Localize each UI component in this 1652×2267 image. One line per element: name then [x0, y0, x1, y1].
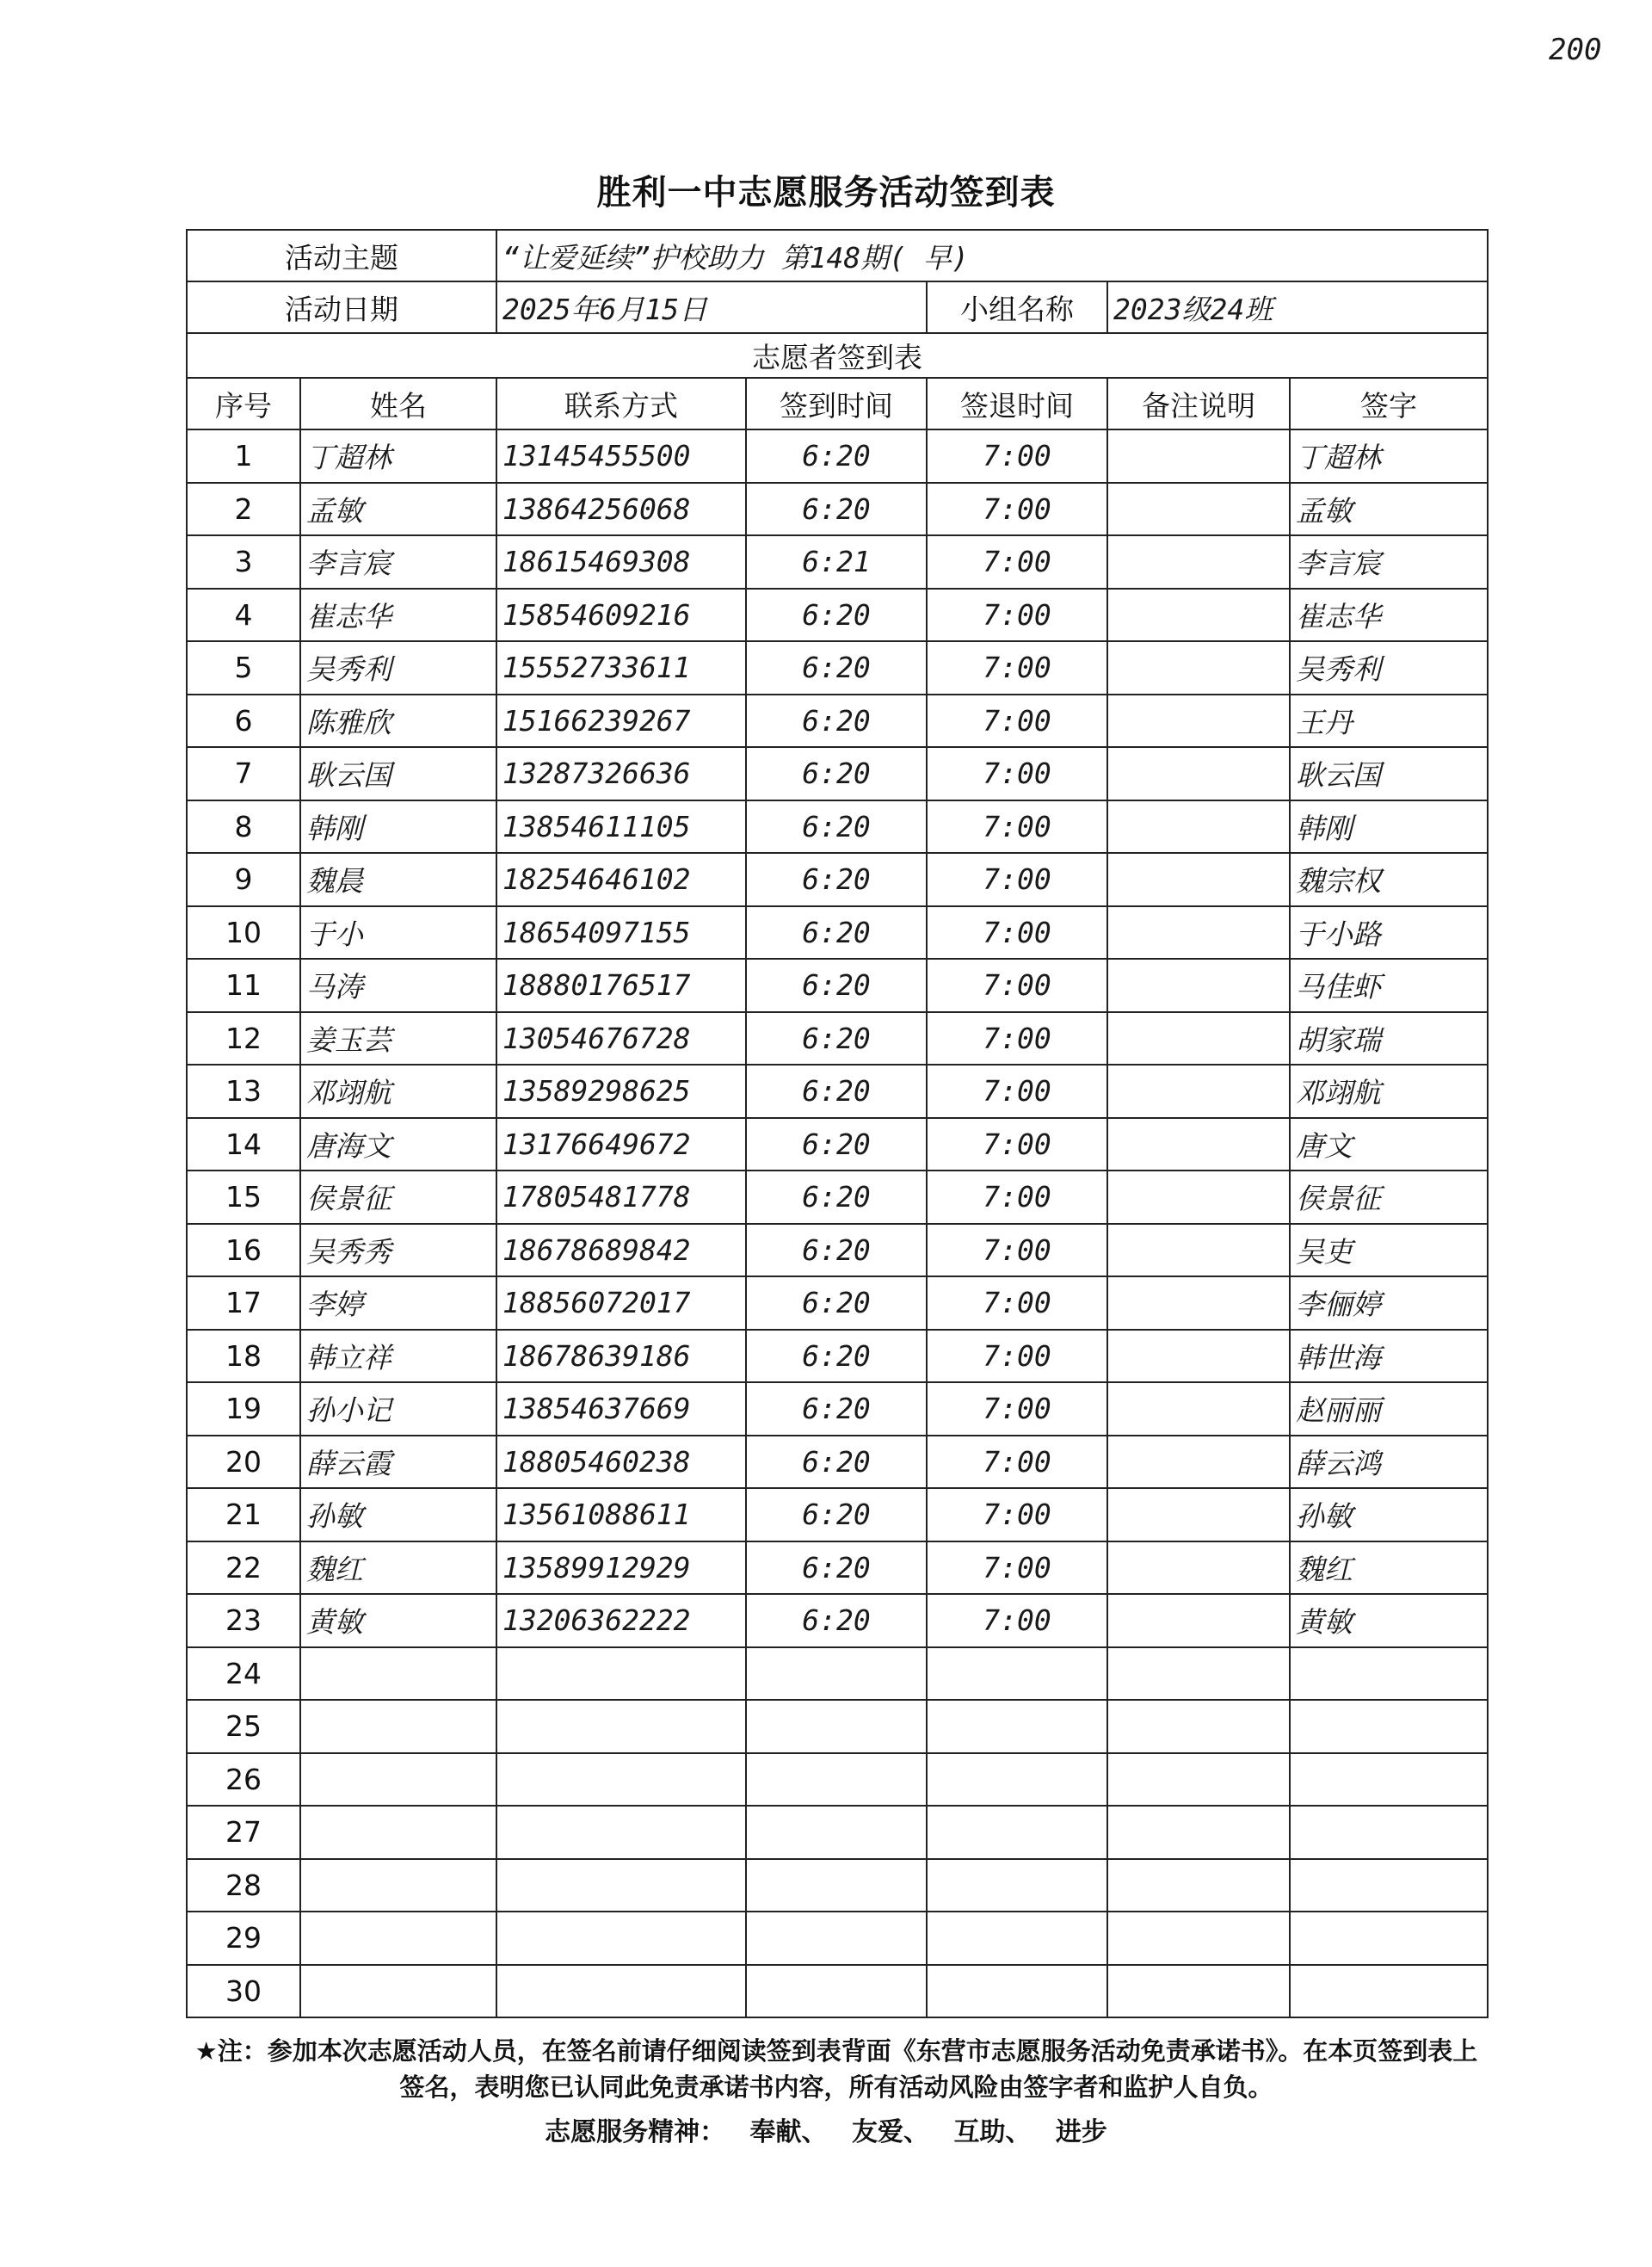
table-row: [187, 1276, 1488, 1330]
sign-in-time: [746, 1912, 927, 1965]
page-number: 200: [1549, 33, 1602, 67]
sign-out-time: 7:00: [927, 800, 1107, 854]
note-cell: [1107, 1012, 1290, 1066]
row-number: 8: [187, 800, 300, 854]
sign-in-table: [186, 229, 1489, 2018]
signature-cell: [1290, 1647, 1488, 1701]
phone-cell: [496, 1806, 746, 1859]
sign-in-time: 6:20: [746, 589, 927, 642]
sign-in-time: 6:21: [746, 535, 927, 589]
table-row: [187, 429, 1488, 483]
note-cell: [1107, 1965, 1290, 2018]
row-number: 6: [187, 695, 300, 748]
row-number: 4: [187, 589, 300, 642]
row-number: 20: [187, 1436, 300, 1489]
row-number: 24: [187, 1647, 300, 1701]
sign-out-time: 7:00: [927, 589, 1107, 642]
row-number: 18: [187, 1330, 300, 1383]
signature-cell: 赵丽丽: [1290, 1382, 1488, 1436]
phone-cell: 18856072017: [496, 1276, 746, 1330]
note-cell: [1107, 535, 1290, 589]
table-row: [187, 747, 1488, 800]
note-cell: [1107, 1753, 1290, 1807]
disclaimer-note: ★注：参加本次志愿活动人员，在签名前请仔细阅读签到表背面《东营市志愿服务活动免责承诺书》。在本页签到表上签名，表明您已认同此免责承诺书内容，所有活动风险由签字者和监护人自负。: [194, 2036, 1478, 2102]
signature-cell: [1290, 1912, 1488, 1965]
signature-cell: 王丹: [1290, 695, 1488, 748]
name-cell: 侯景征: [300, 1171, 496, 1224]
note-cell: [1107, 1912, 1290, 1965]
signature-cell: 丁超林: [1290, 429, 1488, 483]
subheader: 志愿者签到表: [187, 333, 1488, 378]
note-cell: [1107, 1594, 1290, 1647]
row-number: 7: [187, 747, 300, 800]
row-number: 10: [187, 906, 300, 960]
sign-out-time: 7:00: [927, 1541, 1107, 1595]
date-row: [187, 281, 1488, 333]
sign-out-time: [927, 1647, 1107, 1701]
sign-out-time: [927, 1912, 1107, 1965]
name-cell: 唐海文: [300, 1118, 496, 1171]
sign-out-time: [927, 1859, 1107, 1912]
table-row: [187, 1118, 1488, 1171]
sign-in-time: 6:20: [746, 1118, 927, 1171]
row-number: 16: [187, 1224, 300, 1277]
phone-cell: 13864256068: [496, 483, 746, 536]
col-header: 签字: [1290, 378, 1488, 429]
name-cell: 孙敏: [300, 1488, 496, 1541]
phone-cell: [496, 1700, 746, 1753]
sign-in-time: [746, 1700, 927, 1753]
phone-cell: [496, 1912, 746, 1965]
table-row: [187, 1965, 1488, 2018]
name-cell: [300, 1806, 496, 1859]
phone-cell: 13589912929: [496, 1541, 746, 1595]
row-number: 1: [187, 429, 300, 483]
row-number: 15: [187, 1171, 300, 1224]
table-row: [187, 1647, 1488, 1701]
note-cell: [1107, 1541, 1290, 1595]
signature-cell: 吴秀利: [1290, 641, 1488, 695]
row-number: 27: [187, 1806, 300, 1859]
sign-in-time: 6:20: [746, 1488, 927, 1541]
table-row: [187, 853, 1488, 906]
sign-in-time: 6:20: [746, 1330, 927, 1383]
name-cell: 崔志华: [300, 589, 496, 642]
theme-label: 活动主题: [187, 230, 496, 281]
col-header: 备注说明: [1107, 378, 1290, 429]
sign-in-time: 6:20: [746, 429, 927, 483]
row-number: 30: [187, 1965, 300, 2018]
signature-cell: 孟敏: [1290, 483, 1488, 536]
name-cell: 李婷: [300, 1276, 496, 1330]
name-cell: 黄敏: [300, 1594, 496, 1647]
sign-out-time: 7:00: [927, 1436, 1107, 1489]
phone-cell: [496, 1647, 746, 1701]
note-cell: [1107, 1118, 1290, 1171]
table-row: [187, 1382, 1488, 1436]
table-row: [187, 483, 1488, 536]
row-number: 21: [187, 1488, 300, 1541]
name-cell: 魏红: [300, 1541, 496, 1595]
note-cell: [1107, 1224, 1290, 1277]
name-cell: 韩刚: [300, 800, 496, 854]
table-row: [187, 800, 1488, 854]
col-header: 姓名: [300, 378, 496, 429]
sign-in-time: 6:20: [746, 1276, 927, 1330]
sign-in-time: 6:20: [746, 641, 927, 695]
note-cell: [1107, 695, 1290, 748]
row-number: 29: [187, 1912, 300, 1965]
note-cell: [1107, 429, 1290, 483]
signature-cell: 孙敏: [1290, 1488, 1488, 1541]
group-label: 小组名称: [927, 281, 1107, 333]
note-cell: [1107, 1700, 1290, 1753]
name-cell: 于小: [300, 906, 496, 960]
note-cell: [1107, 589, 1290, 642]
name-cell: 邓翊航: [300, 1065, 496, 1118]
table-row: [187, 1700, 1488, 1753]
note-cell: [1107, 1065, 1290, 1118]
phone-cell: 18678689842: [496, 1224, 746, 1277]
signature-cell: 韩刚: [1290, 800, 1488, 854]
phone-cell: 13854637669: [496, 1382, 746, 1436]
name-cell: 孙小记: [300, 1382, 496, 1436]
sign-out-time: 7:00: [927, 429, 1107, 483]
sign-out-time: [927, 1753, 1107, 1807]
col-header: 联系方式: [496, 378, 746, 429]
row-number: 13: [187, 1065, 300, 1118]
row-number: 5: [187, 641, 300, 695]
sign-in-time: 6:20: [746, 800, 927, 854]
table-row: [187, 1330, 1488, 1383]
sign-in-time: 6:20: [746, 906, 927, 960]
phone-cell: 15552733611: [496, 641, 746, 695]
table-row: [187, 535, 1488, 589]
name-cell: 韩立祥: [300, 1330, 496, 1383]
note-cell: [1107, 483, 1290, 536]
name-cell: 丁超林: [300, 429, 496, 483]
note-cell: [1107, 1330, 1290, 1383]
note-cell: [1107, 1859, 1290, 1912]
note-cell: [1107, 641, 1290, 695]
phone-cell: [496, 1859, 746, 1912]
sign-in-time: 6:20: [746, 959, 927, 1012]
phone-cell: [496, 1965, 746, 2018]
sign-in-time: [746, 1965, 927, 2018]
signature-cell: [1290, 1700, 1488, 1753]
note-cell: [1107, 800, 1290, 854]
phone-cell: 15854609216: [496, 589, 746, 642]
name-cell: [300, 1965, 496, 2018]
note-cell: [1107, 1171, 1290, 1224]
sign-out-time: 7:00: [927, 1488, 1107, 1541]
col-header: 签到时间: [746, 378, 927, 429]
sign-in-time: 6:20: [746, 695, 927, 748]
table-row: [187, 1806, 1488, 1859]
table-row: [187, 906, 1488, 960]
table-row: [187, 1065, 1488, 1118]
table-row: [187, 1012, 1488, 1066]
sign-out-time: 7:00: [927, 1594, 1107, 1647]
sign-out-time: 7:00: [927, 695, 1107, 748]
phone-cell: [496, 1753, 746, 1807]
page-title: 胜利一中志愿服务活动签到表: [596, 173, 1056, 213]
row-number: 25: [187, 1700, 300, 1753]
theme-value: “让爱延续”护校助力 第148期( 早): [496, 230, 1488, 281]
sign-out-time: 7:00: [927, 1012, 1107, 1066]
volunteer-motto: 志愿服务精神： 奉献、 友爱、 互助、 进步: [545, 2117, 1107, 2147]
name-cell: 薛云霞: [300, 1436, 496, 1489]
sign-out-time: 7:00: [927, 747, 1107, 800]
name-cell: [300, 1912, 496, 1965]
subheader-row: [187, 333, 1488, 378]
sign-in-time: 6:20: [746, 747, 927, 800]
sign-in-time: [746, 1753, 927, 1807]
signature-cell: 唐文: [1290, 1118, 1488, 1171]
note-cell: [1107, 1488, 1290, 1541]
phone-cell: 17805481778: [496, 1171, 746, 1224]
signature-cell: 李俪婷: [1290, 1276, 1488, 1330]
name-cell: [300, 1753, 496, 1807]
sign-out-time: 7:00: [927, 1065, 1107, 1118]
table-row: [187, 959, 1488, 1012]
sign-in-time: 6:20: [746, 1382, 927, 1436]
name-cell: [300, 1859, 496, 1912]
note-cell: [1107, 1382, 1290, 1436]
sign-in-time: 6:20: [746, 1224, 927, 1277]
sign-out-time: 7:00: [927, 535, 1107, 589]
note-cell: [1107, 906, 1290, 960]
name-cell: [300, 1647, 496, 1701]
group-value: 2023级24班: [1107, 281, 1488, 333]
name-cell: 马涛: [300, 959, 496, 1012]
row-number: 11: [187, 959, 300, 1012]
row-number: 9: [187, 853, 300, 906]
note-cell: [1107, 853, 1290, 906]
row-number: 26: [187, 1753, 300, 1807]
name-cell: 李言宸: [300, 535, 496, 589]
name-cell: 吴秀利: [300, 641, 496, 695]
sign-out-time: 7:00: [927, 1118, 1107, 1171]
sign-out-time: 7:00: [927, 1276, 1107, 1330]
signature-cell: 魏红: [1290, 1541, 1488, 1595]
sign-in-time: [746, 1806, 927, 1859]
name-cell: 吴秀秀: [300, 1224, 496, 1277]
note-cell: [1107, 1647, 1290, 1701]
signature-cell: 黄敏: [1290, 1594, 1488, 1647]
note-cell: [1107, 1436, 1290, 1489]
signature-cell: [1290, 1859, 1488, 1912]
signature-cell: 胡家瑞: [1290, 1012, 1488, 1066]
phone-cell: 13854611105: [496, 800, 746, 854]
date-value: 2025年6月15日: [496, 281, 927, 333]
name-cell: 魏晨: [300, 853, 496, 906]
sign-in-time: 6:20: [746, 1541, 927, 1595]
sign-out-time: 7:00: [927, 906, 1107, 960]
row-number: 12: [187, 1012, 300, 1066]
table-row: [187, 1224, 1488, 1277]
table-row: [187, 1541, 1488, 1595]
phone-cell: 18880176517: [496, 959, 746, 1012]
row-number: 3: [187, 535, 300, 589]
name-cell: 耿云国: [300, 747, 496, 800]
sign-in-time: 6:20: [746, 1171, 927, 1224]
table-row: [187, 1859, 1488, 1912]
phone-cell: 13206362222: [496, 1594, 746, 1647]
col-header: 序号: [187, 378, 300, 429]
table-row: [187, 695, 1488, 748]
row-number: 2: [187, 483, 300, 536]
signature-cell: 魏宗权: [1290, 853, 1488, 906]
phone-cell: 15166239267: [496, 695, 746, 748]
table-row: [187, 1594, 1488, 1647]
table-row: [187, 1488, 1488, 1541]
signature-cell: 侯景征: [1290, 1171, 1488, 1224]
note-cell: [1107, 1276, 1290, 1330]
signature-cell: 崔志华: [1290, 589, 1488, 642]
date-label: 活动日期: [187, 281, 496, 333]
phone-cell: 13589298625: [496, 1065, 746, 1118]
table-row: [187, 1171, 1488, 1224]
phone-cell: 13561088611: [496, 1488, 746, 1541]
name-cell: [300, 1700, 496, 1753]
table-row: [187, 1436, 1488, 1489]
table-row: [187, 1753, 1488, 1807]
sign-in-time: [746, 1859, 927, 1912]
signature-cell: 于小路: [1290, 906, 1488, 960]
phone-cell: 13054676728: [496, 1012, 746, 1066]
sign-out-time: [927, 1965, 1107, 2018]
phone-cell: 18805460238: [496, 1436, 746, 1489]
signature-cell: [1290, 1806, 1488, 1859]
signature-cell: [1290, 1965, 1488, 2018]
row-number: 19: [187, 1382, 300, 1436]
sign-in-time: 6:20: [746, 1436, 927, 1489]
name-cell: 陈雅欣: [300, 695, 496, 748]
theme-row: [187, 230, 1488, 281]
signature-cell: 邓翊航: [1290, 1065, 1488, 1118]
phone-cell: 18678639186: [496, 1330, 746, 1383]
signature-cell: 薛云鸿: [1290, 1436, 1488, 1489]
sign-in-time: 6:20: [746, 853, 927, 906]
note-cell: [1107, 747, 1290, 800]
signature-cell: 韩世海: [1290, 1330, 1488, 1383]
sign-out-time: 7:00: [927, 1382, 1107, 1436]
column-header-row: [187, 378, 1488, 429]
phone-cell: 18615469308: [496, 535, 746, 589]
row-number: 17: [187, 1276, 300, 1330]
sign-out-time: 7:00: [927, 1171, 1107, 1224]
sign-out-time: 7:00: [927, 1224, 1107, 1277]
sign-out-time: 7:00: [927, 1330, 1107, 1383]
sign-in-time: [746, 1647, 927, 1701]
sign-out-time: [927, 1806, 1107, 1859]
sign-out-time: 7:00: [927, 853, 1107, 906]
note-cell: [1107, 1806, 1290, 1859]
table-row: [187, 641, 1488, 695]
phone-cell: 13176649672: [496, 1118, 746, 1171]
signature-cell: 吴吏: [1290, 1224, 1488, 1277]
row-number: 14: [187, 1118, 300, 1171]
sign-out-time: 7:00: [927, 641, 1107, 695]
signature-cell: 马佳虾: [1290, 959, 1488, 1012]
table-row: [187, 1912, 1488, 1965]
name-cell: 孟敏: [300, 483, 496, 536]
sign-out-time: 7:00: [927, 483, 1107, 536]
sign-in-time: 6:20: [746, 1594, 927, 1647]
phone-cell: 13145455500: [496, 429, 746, 483]
signature-cell: [1290, 1753, 1488, 1807]
sign-out-time: [927, 1700, 1107, 1753]
table-row: [187, 589, 1488, 642]
phone-cell: 18254646102: [496, 853, 746, 906]
signature-cell: 李言宸: [1290, 535, 1488, 589]
phone-cell: 18654097155: [496, 906, 746, 960]
sign-out-time: 7:00: [927, 959, 1107, 1012]
note-cell: [1107, 959, 1290, 1012]
phone-cell: 13287326636: [496, 747, 746, 800]
signature-cell: 耿云国: [1290, 747, 1488, 800]
sign-in-time: 6:20: [746, 1065, 927, 1118]
table-body: [187, 429, 1488, 2017]
row-number: 23: [187, 1594, 300, 1647]
name-cell: 姜玉芸: [300, 1012, 496, 1066]
col-header: 签退时间: [927, 378, 1107, 429]
row-number: 22: [187, 1541, 300, 1595]
row-number: 28: [187, 1859, 300, 1912]
sign-in-time: 6:20: [746, 1012, 927, 1066]
sign-in-time: 6:20: [746, 483, 927, 536]
